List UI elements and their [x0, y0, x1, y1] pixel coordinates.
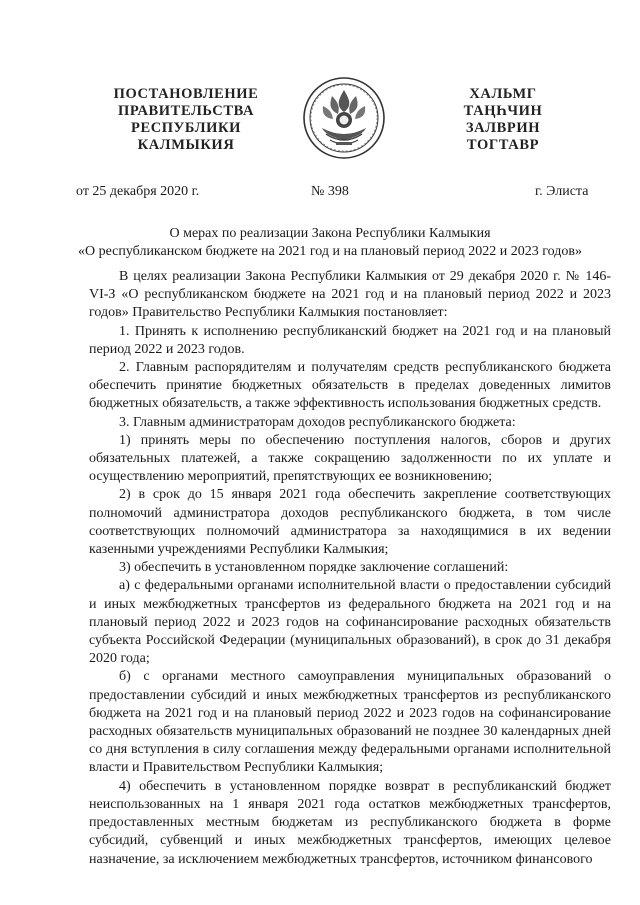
paragraph: 1) принять меры по обеспечению поступления налогов, сборов и других обязательных платежей, а также сокращению задолженности по их уплате и осуществлению мероприятий, препятствующих ее возникновению; — [89, 432, 611, 485]
paragraph: 2. Главным распорядителям и получателям средств республиканского бюджета обеспечить принятие бюджетных обязательств в пределах доведенных лимитов бюджетных обязательств, а также эффективность использования бюджетных средств. — [89, 360, 611, 412]
header-left-line: ПОСТАНОВЛЕНИЕ — [113, 86, 259, 102]
header-left-line: КАЛМЫКИЯ — [137, 137, 235, 153]
kalmykia-emblem-icon — [302, 76, 386, 160]
paragraph: В целях реализации Закона Республики Калмыкия от 29 декабря 2020 г. № 146-VI-З «О республиканском бюджете на 2021 год и на плановый период 2022 и 2023 годов» Правительство Республики Калмыкия постановляет: — [89, 269, 611, 321]
header-right-line: ХАЛЬМГ — [469, 86, 537, 102]
paragraph: 4) обеспечить в установленном порядке возврат в республиканский бюджет неиспользованных на 1 января 2021 года остатков межбюджетных трансфертов, предоставленных местным бюджетам из республиканского бюджета в форме субсидий, субвенций и иных межбюджетных трансфертов, имеющих целевое назначение, за исключением межбюджетных трансфертов, источником финансового — [89, 778, 611, 867]
document-date: от 25 декабря 2020 г. — [76, 184, 200, 199]
header-left-title — [96, 86, 276, 154]
document-place: г. Элиста — [535, 184, 589, 199]
header-right-title — [448, 86, 558, 154]
paragraph: б) с органами местного самоуправления муниципальных образований о предоставлении субсидий и иных межбюджетных трансфертов из республиканского бюджета на 2021 год и на плановый период 2022 и 2023 годов на софинансирование расходных обязательств муниципальных образований не позднее 30 календарных дней со дня вступления в силу соглашения между федеральными органами исполнительной власти и Правительством Республики Калмыкия; — [89, 669, 611, 776]
document-title — [50, 225, 610, 261]
paragraph: 3. Главным администраторам доходов республиканского бюджета: — [119, 414, 516, 430]
document-body — [89, 268, 611, 869]
paragraph: 3) обеспечить в установленном порядке заключение соглашений: — [119, 560, 509, 576]
paragraph: 2) в срок до 15 января 2021 года обеспечить закрепление соответствующих полномочий администратора доходов республиканского бюджета, в том числе соответствующих полномочий администратора за находящимися в их ведении казенными учреждениями Республики Калмыкия; — [89, 487, 611, 558]
header-right-line: ТОГТАВР — [466, 137, 540, 153]
header-left-line: ПРАВИТЕЛЬСТВА — [117, 103, 255, 119]
paragraph: а) с федеральными органами исполнительной власти о предоставлении субсидий и иных межбюджетных трансфертов из федерального бюджета на 2021 год и на плановый период 2022 и 2023 годов на софинансирование расходных обязательств субъекта Российской Федерации (муниципальных образований), в срок до 31 декабря 2020 года; — [89, 578, 611, 667]
title-line: «О республиканском бюджете на 2021 год и на плановый период 2022 и 2023 годов» — [77, 244, 582, 259]
header-right-line: ЗАЛВРИН — [465, 120, 541, 136]
paragraph: 1. Принять к исполнению республиканский бюджет на 2021 год и на плановый период 2022 и 2023 годов. — [89, 323, 611, 357]
title-line: О мерах по реализации Закона Республики Калмыкия — [169, 226, 491, 241]
header-left-line: РЕСПУБЛИКИ — [130, 120, 242, 136]
header-right-line: ТАҢҺЧИН — [463, 103, 543, 119]
document-number: № 398 — [311, 184, 349, 199]
